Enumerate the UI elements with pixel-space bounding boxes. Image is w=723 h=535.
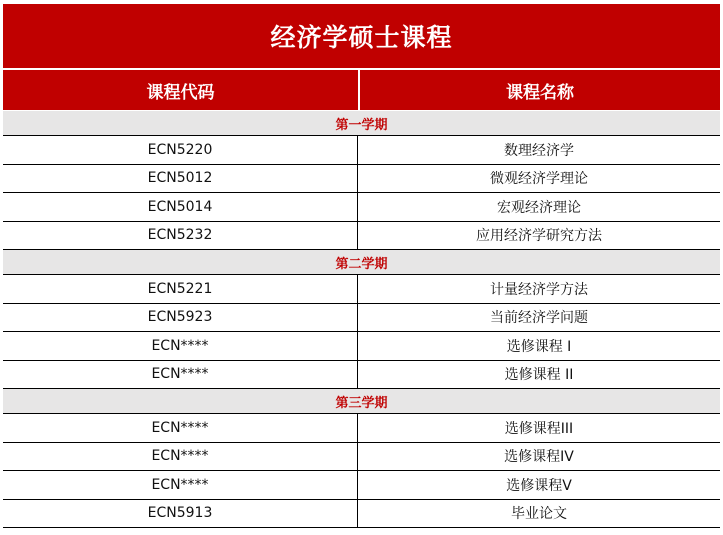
table-body	[3, 111, 720, 528]
table-row	[3, 414, 720, 443]
course-code: ECN5913	[3, 500, 358, 528]
table-row	[3, 222, 720, 251]
course-code: ECN5221	[3, 275, 358, 303]
table-row	[3, 193, 720, 222]
course-name: 毕业论文	[511, 506, 567, 523]
table-row	[3, 332, 720, 361]
course-code: ECN****	[3, 332, 358, 360]
header-course-code: 课程代码	[3, 70, 358, 110]
table-row	[3, 471, 720, 500]
course-name: 应用经济学研究方法	[476, 228, 602, 245]
course-name: 宏观经济理论	[497, 199, 581, 216]
course-code: ECN****	[3, 361, 358, 389]
table-row	[3, 136, 720, 165]
table-header	[3, 70, 720, 110]
course-code: ECN****	[3, 443, 358, 471]
table-row	[3, 304, 720, 333]
table-row	[3, 361, 720, 390]
table-title: 经济学硕士课程	[3, 4, 720, 68]
course-name: 选修课程V	[506, 477, 572, 494]
course-name: 计量经济学方法	[490, 281, 588, 298]
course-name: 当前经济学问题	[490, 310, 588, 327]
course-name: 数理经济学	[504, 142, 574, 159]
course-code: ECN5220	[3, 136, 358, 164]
header-course-name: 课程名称	[360, 70, 720, 110]
course-name: 微观经济学理论	[490, 171, 588, 188]
course-name: 选修课程III	[504, 420, 574, 437]
table-row	[3, 165, 720, 194]
course-name: 选修课程 II	[504, 367, 574, 384]
course-code: ECN5232	[3, 222, 358, 250]
semester-heading: 第一学期	[3, 111, 720, 136]
course-code: ECN5014	[3, 193, 358, 221]
course-code: ECN5923	[3, 304, 358, 332]
course-name: 选修课程 I	[506, 338, 572, 355]
semester-heading: 第三学期	[3, 389, 720, 414]
course-name: 选修课程IV	[504, 449, 574, 466]
semester-heading: 第二学期	[3, 250, 720, 275]
table-row	[3, 500, 720, 529]
course-code: ECN****	[3, 471, 358, 499]
table-row	[3, 443, 720, 472]
course-code: ECN5012	[3, 165, 358, 193]
course-code: ECN****	[3, 414, 358, 442]
table-row	[3, 275, 720, 304]
